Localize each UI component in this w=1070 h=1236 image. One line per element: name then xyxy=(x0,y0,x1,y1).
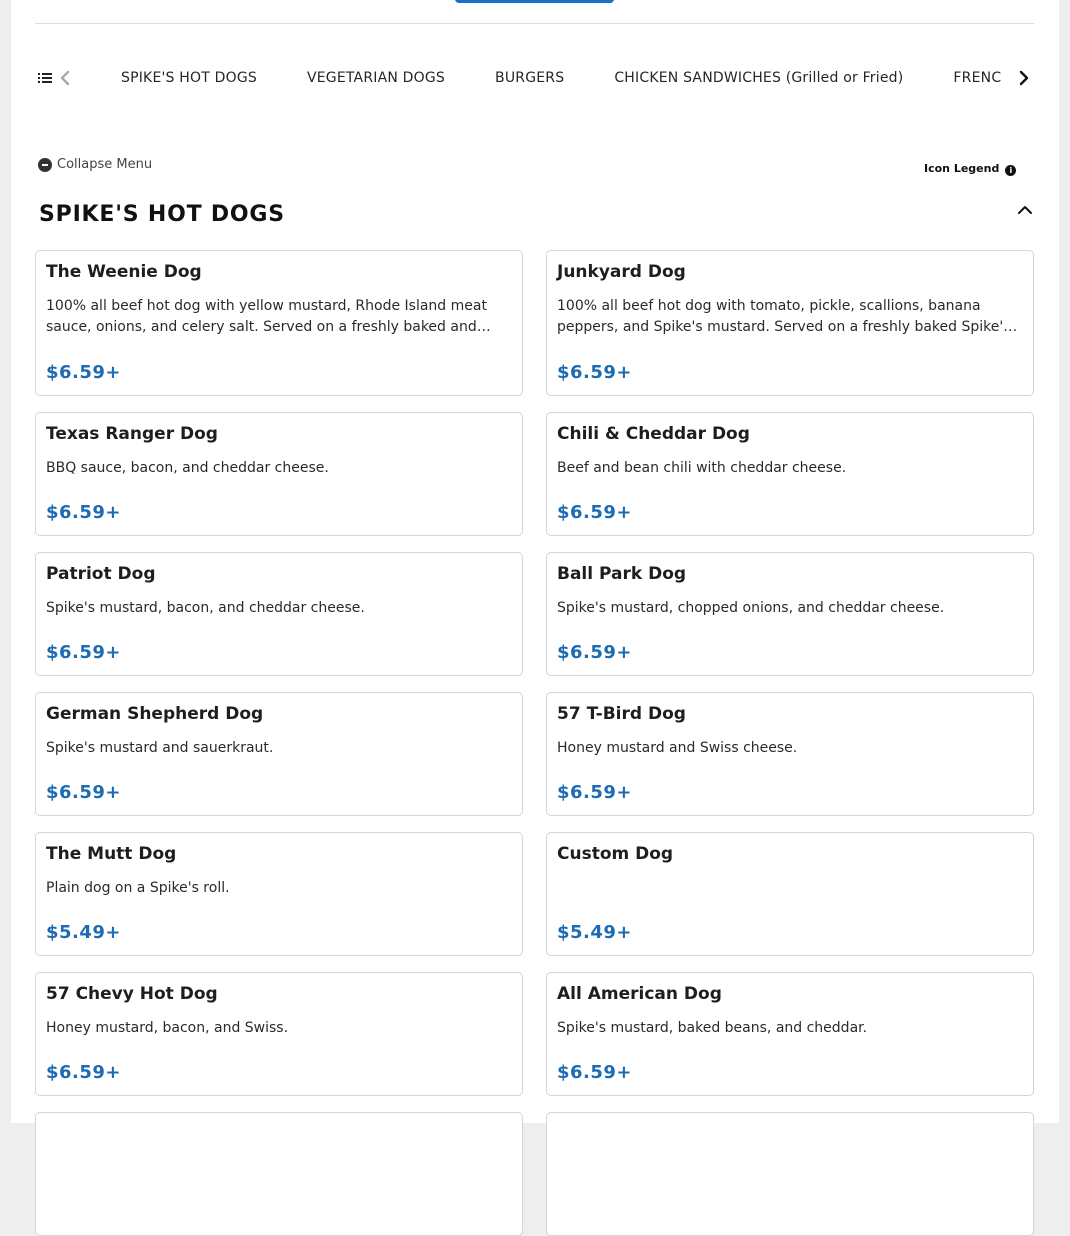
category-tab-list xyxy=(101,58,1002,98)
item-description: Beef and bean chili with cheddar cheese. xyxy=(557,460,847,476)
menu-item-card[interactable] xyxy=(35,552,523,676)
divider xyxy=(35,23,1034,24)
menu-item-card[interactable] xyxy=(546,972,1034,1096)
menu-item-card[interactable] xyxy=(35,832,523,956)
menu-item-card[interactable] xyxy=(35,972,523,1096)
icon-legend-label: Icon Legend xyxy=(924,162,1000,175)
info-icon: i xyxy=(1005,165,1016,176)
chevron-left-icon[interactable] xyxy=(57,68,73,88)
tab-chicken-sandwiches[interactable]: CHICKEN SANDWICHES (Grilled or Fried) xyxy=(614,70,904,86)
item-description: Spike's mustard, chopped onions, and cheddar cheese. xyxy=(557,600,945,616)
item-name: The Mutt Dog xyxy=(46,844,177,864)
item-name: German Shepherd Dog xyxy=(46,704,264,724)
chevron-up-icon[interactable] xyxy=(1016,201,1034,217)
item-price: $6.59+ xyxy=(557,1062,633,1083)
item-price: $6.59+ xyxy=(46,782,122,803)
item-description: Plain dog on a Spike's roll. xyxy=(46,880,230,896)
item-name: The Weenie Dog xyxy=(46,262,202,282)
item-name: Texas Ranger Dog xyxy=(46,424,218,444)
menu-item-card[interactable] xyxy=(546,412,1034,536)
item-name: Ball Park Dog xyxy=(557,564,687,584)
item-price: $6.59+ xyxy=(46,1062,122,1083)
item-name: Junkyard Dog xyxy=(557,262,686,282)
item-price: $5.49+ xyxy=(46,922,122,943)
item-price: $5.49+ xyxy=(557,922,633,943)
tab-spikes-hot-dogs[interactable]: SPIKE'S HOT DOGS xyxy=(121,70,257,86)
collapse-menu-label: Collapse Menu xyxy=(57,157,153,172)
tab-vegetarian-dogs[interactable]: VEGETARIAN DOGS xyxy=(306,70,446,86)
item-price: $6.59+ xyxy=(46,362,122,383)
item-name: All American Dog xyxy=(557,984,722,1004)
menu-item-card[interactable] xyxy=(546,832,1034,956)
list-icon[interactable] xyxy=(37,70,53,86)
icon-legend-button[interactable] xyxy=(924,157,1016,173)
menu-item-card[interactable] xyxy=(35,1112,523,1236)
item-name: Chili & Cheddar Dog xyxy=(557,424,750,444)
item-description: Spike's mustard, bacon, and cheddar cheese. xyxy=(46,600,365,616)
section-title: SPIKE'S HOT DOGS xyxy=(39,202,285,227)
item-description: 100% all beef hot dog with yellow mustard, Rhode Island meat sauce, onions, and celery salt. Served on a freshly baked and… xyxy=(46,298,491,335)
menu-item-card[interactable] xyxy=(546,692,1034,816)
item-price: $6.59+ xyxy=(46,502,122,523)
item-description: Spike's mustard and sauerkraut. xyxy=(46,740,274,756)
item-description: 100% all beef hot dog with tomato, pickle, scallions, banana peppers, and Spike's mustard. Served on a freshly baked Spike'… xyxy=(557,298,1018,335)
top-action-button[interactable] xyxy=(455,0,614,3)
menu-item-card[interactable] xyxy=(35,412,523,536)
menu-item-card[interactable] xyxy=(35,692,523,816)
item-price: $6.59+ xyxy=(557,362,633,383)
tab-french[interactable]: FRENC xyxy=(953,70,1002,86)
item-price: $6.59+ xyxy=(557,502,633,523)
menu-item-card[interactable] xyxy=(546,552,1034,676)
item-price: $6.59+ xyxy=(557,782,633,803)
item-description: Honey mustard, bacon, and Swiss. xyxy=(46,1020,289,1036)
item-name: 57 Chevy Hot Dog xyxy=(46,984,218,1004)
item-description: BBQ sauce, bacon, and cheddar cheese. xyxy=(46,460,329,476)
menu-page xyxy=(11,0,1059,1123)
menu-item-card[interactable] xyxy=(546,1112,1034,1236)
item-name: Custom Dog xyxy=(557,844,674,864)
menu-item-card[interactable] xyxy=(546,250,1034,396)
item-price: $6.59+ xyxy=(557,642,633,663)
category-nav xyxy=(35,58,1034,98)
chevron-right-icon[interactable] xyxy=(1015,68,1033,88)
tab-burgers[interactable]: BURGERS xyxy=(495,70,565,86)
minus-circle-icon xyxy=(38,158,52,172)
item-description: Honey mustard and Swiss cheese. xyxy=(557,740,798,756)
item-description: Spike's mustard, baked beans, and cheddar. xyxy=(557,1020,868,1036)
menu-item-card[interactable] xyxy=(35,250,523,396)
item-name: 57 T-Bird Dog xyxy=(557,704,686,724)
item-price: $6.59+ xyxy=(46,642,122,663)
item-name: Patriot Dog xyxy=(46,564,156,584)
